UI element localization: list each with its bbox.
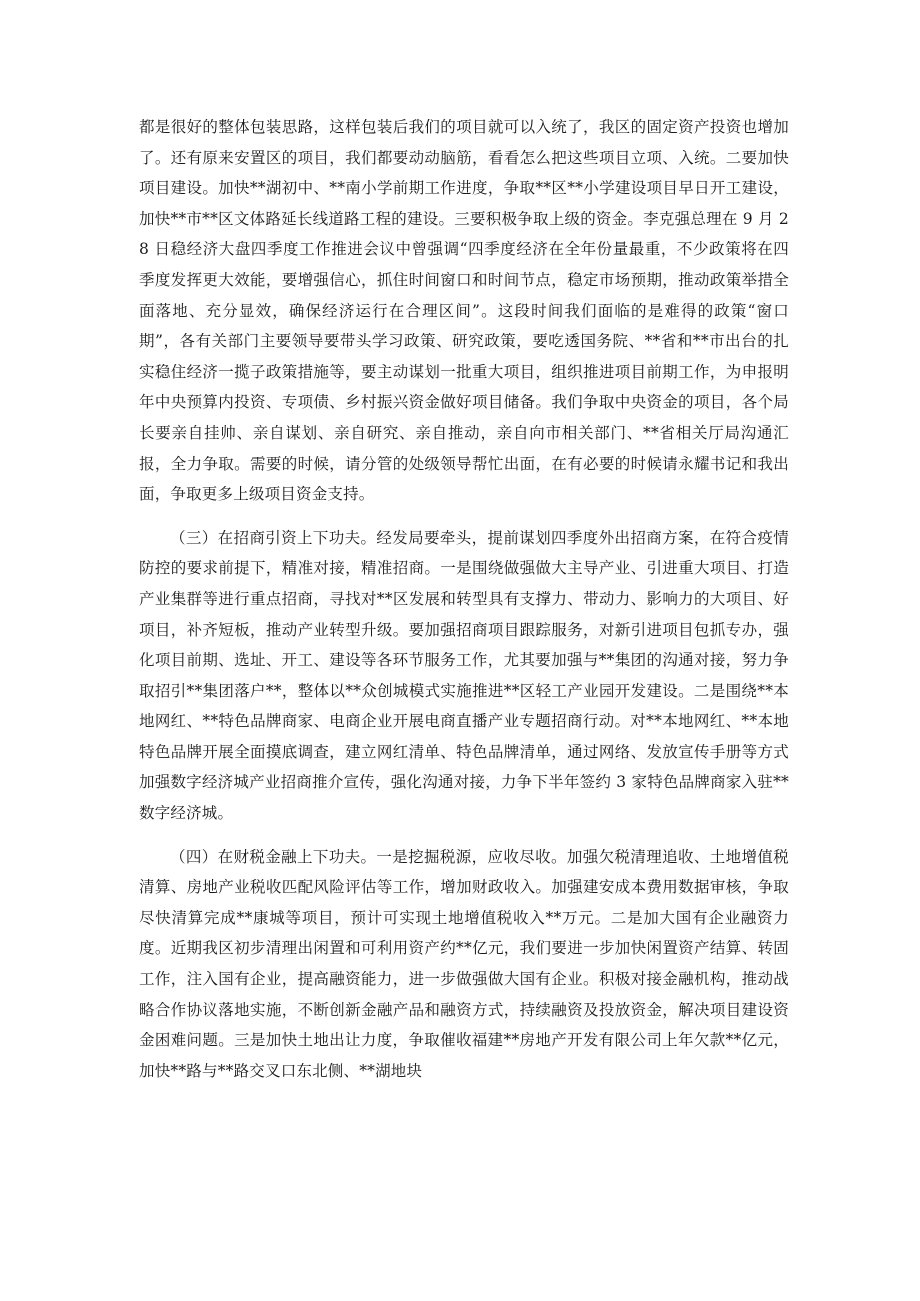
paragraph-section-4: （四）在财税金融上下功夫。一是挖掘税源，应收尽收。加强欠税清理追收、土地增值税清算、房地产业税收匹配风险评估等工作，增加财政收入。加强建安成本费用数据审核，争取尽快清算完成**康城等项目，预计可实现土地增值税收入**万元。二是加大国有企业融资力度。近期我区初步清理出闲置和可利用资产约**亿元，我们要进一步加快闲置资产结算、转固工作，注入国有企业，提高融资能力，进一步做强做大国有企业。积极对接金融机构，推动战略合作协议落地实施，不断创新金融产品和融资方式，持续融资及投放资金，解决项目建设资金困难问题。三是加快土地出让力度，争取催收福建**房地产开发有限公司上年欠款**亿元，加快**路与**路交叉口东北侧、**湖地块 xyxy=(139,847,789,1080)
document-body xyxy=(139,112,789,1086)
paragraph-section-3: （三）在招商引资上下功夫。经发局要牵头，提前谋划四季度外出招商方案，在符合疫情防控的要求前提下，精准对接，精准招商。一是围绕做强做大主导产业、引进重大项目、打造产业集群等进行重点招商，寻找对**区发展和转型具有支撑力、带动力、影响力的大项目、好项目，补齐短板，推动产业转型升级。要加强招商项目跟踪服务，对新引进项目包抓专办，强化项目前期、选址、开工、建设等各环节服务工作，尤其要加强与**集团的沟通对接，努力争取招引**集团落户**，整体以**众创城模式实施推进**区轻工产业园开发建设。二是围绕**本地网红、**特色品牌商家、电商企业开展电商直播产业专题招商行动。对**本地网红、**本地特色品牌开展全面摸底调查，建立网红清单、特色品牌清单，通过网络、发放宣传手册等方式加强数字经济城产业招商推介宣传，强化沟通对接，力争下半年签约 3 家特色品牌商家入驻**数字经济城。 xyxy=(139,528,789,823)
paragraph-continued: 都是很好的整体包装思路，这样包装后我们的项目就可以入统了，我区的固定资产投资也增加了。还有原来安置区的项目，我们都要动动脑筋，看看怎么把这些项目立项、入统。二要加快项目建设。加快**湖初中、**南小学前期工作进度，争取**区**小学建设项目早日开工建设，加快**市**区文体路延长线道路工程的建设。三要积极争取上级的资金。李克强总理在 9 月 28 日稳经济大盘四季度工作推进会议中曾强调“四季度经济在全年份量最重，不少政策将在四季度发挥更大效能，要增强信心，抓住时间窗口和时间节点，稳定市场预期，推动政策举措全面落地、充分显效，确保经济运行在合理区间”。这段时间我们面临的是难得的政策“窗口期”，各有关部门主要领导要带头学习政策、研究政策，要吃透国务院、**省和**市出台的扎实稳住经济一揽子政策措施等，要主动谋划一批重大项目，组织推进项目前期工作，为申报明年中央预算内投资、专项债、乡村振兴资金做好项目储备。我们争取中央资金的项目，各个局长要亲自挂帅、亲自谋划、亲自研究、亲自推动，亲自向市相关部门、**省相关厅局沟通汇报，全力争取。需要的时候，请分管的处级领导帮忙出面，在有必要的时候请永耀书记和我出面，争取更多上级项目资金支持。 xyxy=(139,118,789,504)
